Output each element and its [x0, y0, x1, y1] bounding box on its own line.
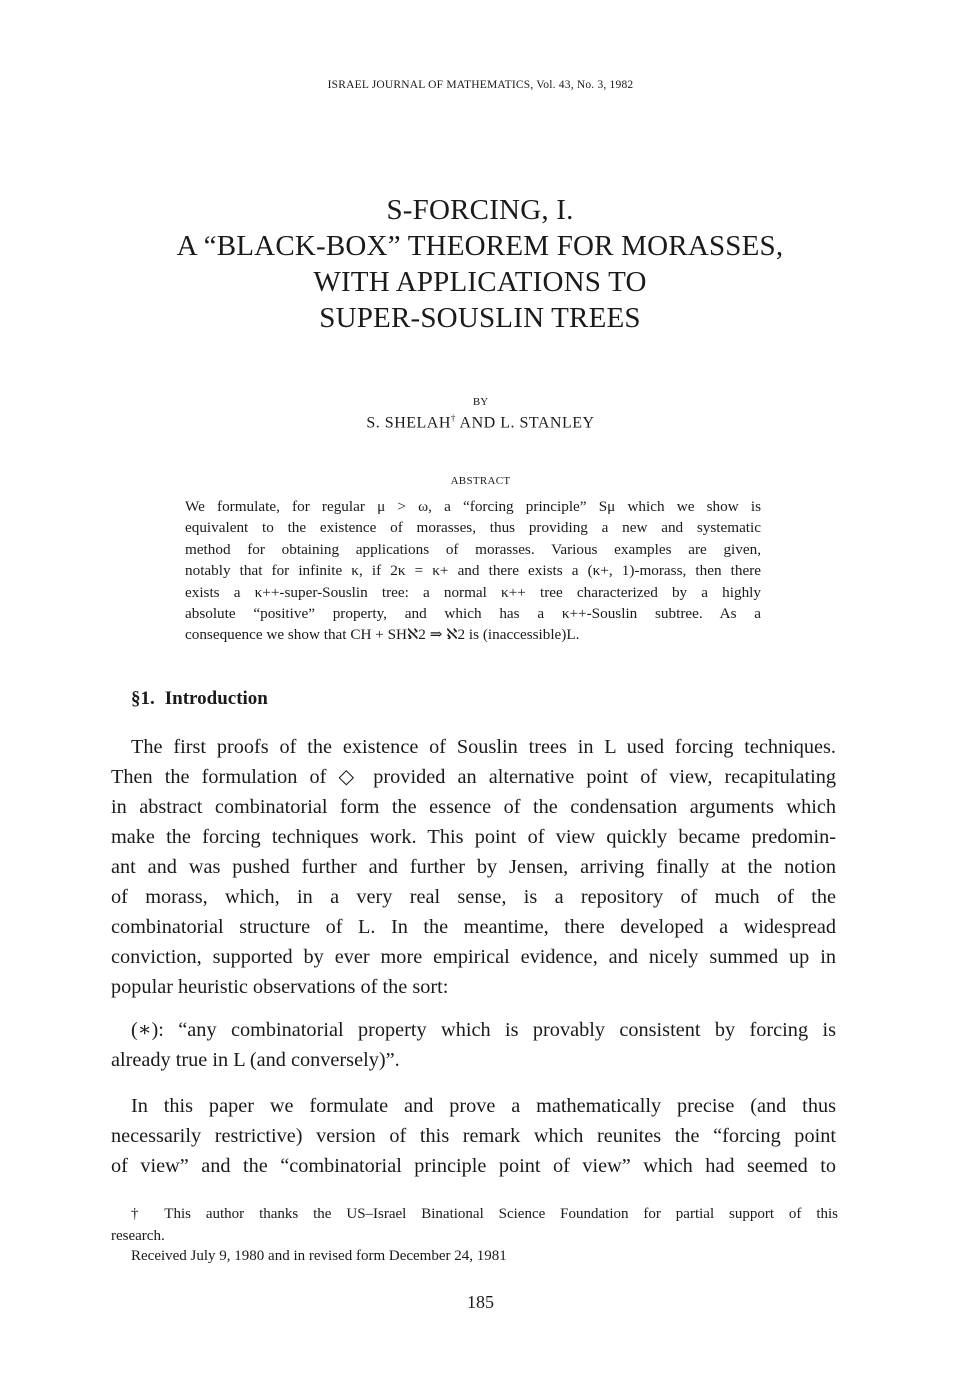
title-line: WITH APPLICATIONS TO [313, 266, 647, 298]
body-line: In this paper we formulate and prove a mathematically precise (and thus [131, 1095, 836, 1117]
abstract-line: equivalent to the existence of morasses, thus providing a new and systematic [185, 519, 761, 537]
author-shelah: S. SHELAH [366, 414, 451, 432]
abstract-line: notably that for infinite κ, if 2κ = κ+ and there exists a (κ+, 1)-morass, then there [185, 562, 761, 580]
abstract-heading: ABSTRACT [450, 475, 511, 487]
footnote-line: † This author thanks the US–Israel Binational Science Foundation for partial support of this [131, 1206, 838, 1222]
footnote-line: research. [111, 1227, 165, 1244]
title-line: S-FORCING, I. [386, 194, 574, 226]
title-line: SUPER-SOUSLIN TREES [319, 302, 641, 334]
paragraph-heuristic [111, 1015, 836, 1075]
body-line: of morass, which, in a very real sense, is a repository of much of the [111, 886, 836, 908]
footnote-mark: † [450, 413, 456, 423]
body-line: ant and was pushed further and further by Jensen, arriving finally at the notion [111, 856, 836, 878]
author-stanley: AND L. STANLEY [455, 414, 595, 432]
received-date: Received July 9, 1980 and in revised form December 24, 1981 [131, 1248, 507, 1264]
abstract-line: absolute “positive” property, and which has a κ++-Souslin subtree. As a [185, 605, 761, 623]
footnote [111, 1204, 838, 1247]
abstract-line: exists a κ++-super-Souslin tree: a normal κ++ tree characterized by a highly [185, 583, 761, 601]
paragraph-intro [111, 732, 836, 1002]
body-line: already true in L (and conversely)”. [111, 1049, 400, 1071]
abstract-line: consequence we show that CH + SHℵ2 ⇒ ℵ2 is (inaccessible)L. [185, 626, 580, 644]
body-line: make the forcing techniques work. This point of view quickly became predomin- [111, 826, 836, 848]
body-line: (∗): “any combinatorial property which is provably consistent by forcing is [131, 1019, 836, 1041]
section-heading [131, 688, 268, 710]
body-line: necessarily restrictive) version of this remark which reunites the “forcing point [111, 1125, 836, 1147]
author-list [0, 413, 961, 432]
page-number: 185 [467, 1292, 494, 1312]
body-line: combinatorial structure of L. In the meantime, there developed a widespread [111, 916, 836, 938]
section-title: Introduction [164, 688, 268, 709]
body-line: of view” and the “combinatorial principle point of view” which had seemed to [111, 1155, 836, 1177]
paper-title [80, 192, 880, 336]
byline: BY [472, 396, 489, 408]
body-line: in abstract combinatorial form the essence of the condensation arguments which [111, 796, 836, 818]
section-number: §1. [131, 688, 155, 709]
body-line: Then the formulation of ◇ provided an alternative point of view, recapitulating [111, 766, 836, 788]
title-line: A “BLACK-BOX” THEOREM FOR MORASSES, [176, 230, 784, 262]
body-line: The first proofs of the existence of Souslin trees in L used forcing techniques. [131, 736, 836, 758]
body-line: conviction, supported by ever more empirical evidence, and nicely summed up in [111, 946, 836, 968]
running-head: ISRAEL JOURNAL OF MATHEMATICS, Vol. 43, No. 3, 1982 [327, 79, 634, 91]
abstract-line: method for obtaining applications of morasses. Various examples are given, [185, 540, 761, 558]
paragraph-this-paper [111, 1091, 836, 1181]
body-line: popular heuristic observations of the sort: [111, 976, 449, 998]
abstract-body [185, 496, 761, 646]
abstract-line: We formulate, for regular μ > ω, a “forcing principle” Sμ which we show is [185, 498, 761, 515]
